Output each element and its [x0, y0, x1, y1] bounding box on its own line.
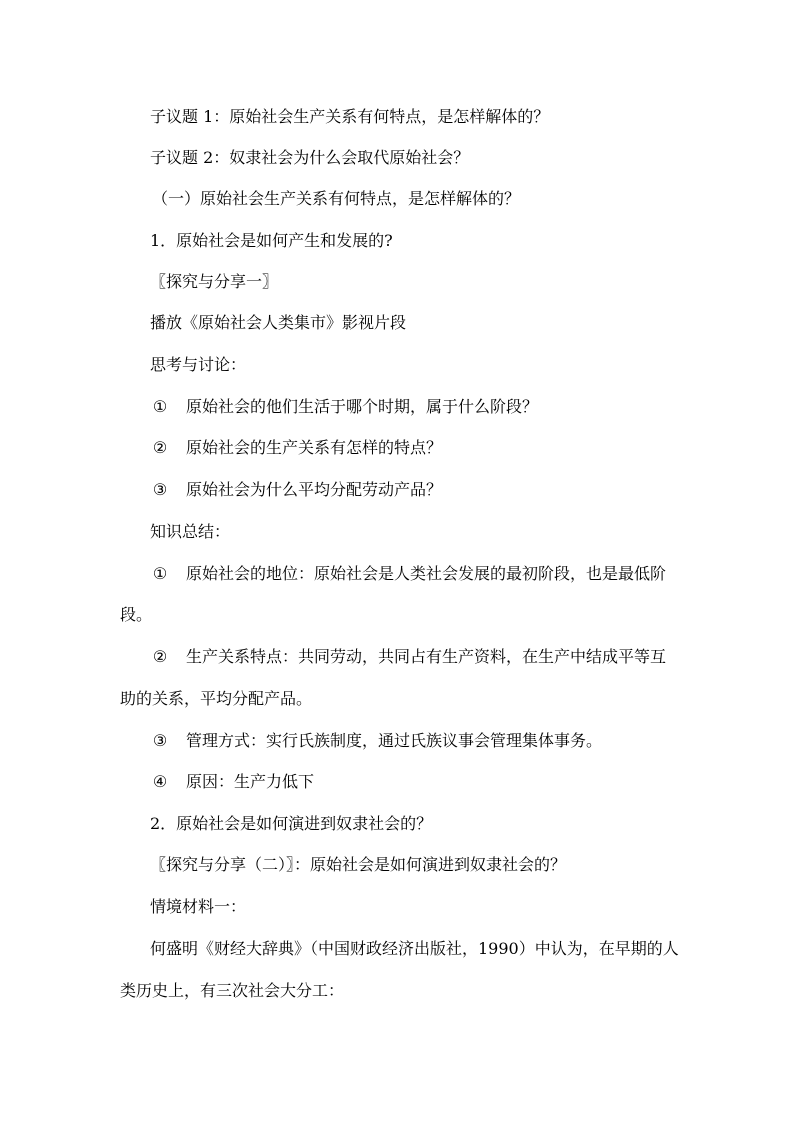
item-text: 原始社会的他们生活于哪个时期，属于什么阶段？ [186, 397, 539, 416]
play-video-line: 播放《原始社会人类集市》影视片段 [150, 313, 407, 332]
discussion-item-2 [0, 438, 794, 458]
quote-paragraph-continued: 类历史上，有三次社会大分工： [120, 981, 345, 1000]
discussion-item-3 [0, 480, 794, 500]
summary-item-4 [0, 772, 794, 792]
item-number: ② [152, 647, 168, 666]
summary-item-1 [0, 564, 794, 584]
section-heading-1: （一）原始社会生产关系有何特点，是怎样解体的？ [152, 189, 521, 208]
discussion-item-1 [0, 397, 794, 417]
item-number: ② [152, 438, 168, 457]
item-text: 原始社会的生产关系有怎样的特点？ [186, 438, 443, 457]
item-number: ① [152, 564, 168, 583]
item-text: 管理方式：实行氏族制度，通过氏族议事会管理集体事务。 [186, 731, 603, 750]
summary-item-1-continued: 段。 [120, 605, 153, 624]
item-text: 原始社会为什么平均分配劳动产品？ [186, 480, 443, 499]
item-number: ③ [152, 731, 168, 750]
explore-heading-1: 〖探究与分享一〗 [150, 272, 279, 291]
item-number: ③ [152, 480, 168, 499]
quote-paragraph: 何盛明《财经大辞典》（中国财政经济出版社，1990）中认为，在早期的人 [150, 939, 679, 958]
item-text: 生产关系特点：共同劳动，共同占有生产资料，在生产中结成平等互 [186, 647, 667, 666]
summary-label: 知识总结： [150, 522, 231, 541]
summary-item-2-continued: 助的关系，平均分配产品。 [120, 689, 313, 708]
question-1: 1．原始社会是如何产生和发展的? [150, 231, 393, 250]
explore-heading-2: 〖探究与分享（二）〗：原始社会是如何演进到奴隶社会的？ [150, 855, 567, 874]
item-number: ① [152, 397, 168, 416]
item-text: 原始社会的地位：原始社会是人类社会发展的最初阶段，也是最低阶 [186, 564, 667, 583]
summary-item-2 [0, 647, 794, 667]
sub-topic-1: 子议题 1：原始社会生产关系有何特点，是怎样解体的？ [150, 107, 550, 126]
sub-topic-2: 子议题 2：奴隶社会为什么会取代原始社会？ [150, 148, 470, 167]
item-number: ④ [152, 772, 168, 791]
material-label: 情境材料一： [150, 897, 247, 916]
think-discuss-label: 思考与讨论： [150, 355, 247, 374]
item-text: 原因：生产力低下 [186, 772, 315, 791]
summary-item-3 [0, 731, 794, 751]
question-2: 2．原始社会是如何演进到奴隶社会的？ [150, 814, 433, 833]
